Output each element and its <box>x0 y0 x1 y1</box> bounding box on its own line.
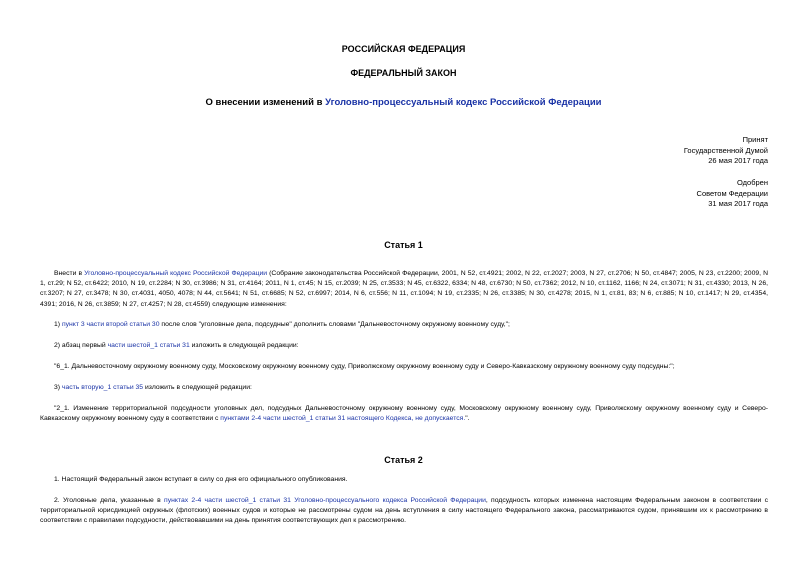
article-1-quote-2 <box>40 404 768 424</box>
item-1-text-b: после слов "уголовные дела, подсудные" дополнить словами "Дальневосточному окружному военному суду,"; <box>159 321 510 328</box>
adoption-line-2: Государственной Думой <box>683 145 768 155</box>
law-title <box>0 97 807 108</box>
item-2-text-a: 2) абзац первый <box>54 342 108 349</box>
doc-type-heading: ФЕДЕРАЛЬНЫЙ ЗАКОН <box>350 68 457 78</box>
item-3-link[interactable]: часть вторую_1 статьи 35 <box>61 384 144 391</box>
article-1-item-1 <box>40 320 768 330</box>
quote-2-text-a: "2_1. Изменение территориальной подсудности уголовных дел, подсудных Дальневосточному окружному военному суду, Московскому окружному военному суду, Приволжскому окружному военному суду и Северо-Кавказскому окружному военному суду в соответствии с <box>40 405 768 423</box>
item-3-text-b: изложить в следующей редакции: <box>143 384 252 391</box>
item-2-text-b: изложить в следующей редакции: <box>189 342 299 349</box>
art2-p2-link[interactable]: пунктах 2-4 части шестой_1 статьи 31 Уголовно-процессуального кодекса Российской Федерации <box>164 497 486 504</box>
country-heading: РОССИЙСКАЯ ФЕДЕРАЦИЯ <box>341 44 466 54</box>
quote-2-text-b: ". <box>465 415 470 423</box>
article-1-item-3 <box>40 383 768 393</box>
article-1-heading: Статья 1 <box>384 240 423 250</box>
quote-2-link[interactable]: пунктами 2-4 части шестой_1 статьи 31 настоящего Кодекса, не допускается. <box>220 415 466 423</box>
intro-code-link[interactable]: Уголовно-процессуальный кодекс Российской Федерации <box>84 270 268 277</box>
item-3-text-a: 3) <box>54 384 62 391</box>
approval-line-3: 31 мая 2017 года <box>708 199 768 208</box>
article-1-item-2 <box>40 341 768 351</box>
article-2-paragraph-1: 1. Настоящий Федеральный закон вступает в силу со дня его официального опубликования. <box>54 476 348 483</box>
article-2-heading: Статья 2 <box>384 455 423 465</box>
art2-p2-text-a: 2. Уголовные дела, указанные в <box>54 497 165 504</box>
item-2-link[interactable]: части шестой_1 статьи 31 <box>107 342 190 349</box>
article-2-paragraph-2 <box>40 496 768 527</box>
approval-block <box>697 178 768 210</box>
art2-p2-text-b: , подсудность которых изменена настоящим Федеральным законом в соответствии с территориальной юрисдикцией окружных (флотских) военных судов и которые не рассмотрены судом на день вступления в силу настоящего Федерального закона, рассматриваются судом, принявшим их к рассмотрению в соответствии с правилами подсудности, действовавшими на день принятия соответствующих дел к рассмотрению. <box>40 497 768 525</box>
intro-text-a: Внести в <box>54 270 85 277</box>
approval-line-1: Одобрен <box>737 178 768 187</box>
item-1-text-a: 1) <box>54 321 62 328</box>
article-1-intro <box>40 269 768 310</box>
adoption-line-3: 26 мая 2017 года <box>708 156 768 165</box>
law-title-prefix: О внесении изменений в <box>205 97 326 108</box>
article-1-quote-1: "6_1. Дальневосточному окружному военному суду, Московскому окружному военному суду, Приволжскому окружному военному суду и Северо-Кавказскому окружному военному суду подсудны:"; <box>54 363 675 370</box>
adoption-line-1: Принят <box>742 135 768 144</box>
adoption-block <box>684 135 768 167</box>
law-title-link[interactable]: Уголовно-процессуальный кодекс Российской Федерации <box>325 97 602 108</box>
approval-line-2: Советом Федерации <box>696 188 768 198</box>
item-1-link[interactable]: пункт 3 части второй статьи 30 <box>61 321 160 328</box>
intro-text-b: (Собрание законодательства Российской Федерации, 2001, N 52, ст.4921; 2002, N 22, ст.2027; 2003, N 27, ст.2706; N 50, ст.4847; 2005, N 23, ст.2200; 2009, N 1, ст.29; N 52, ст.6422; 2010, N 19, ст.2284; N 30, ст.3986; N 31, ст.4164; 2011, N 1, ст.45; N 15, ст.2039; N 25, ст.3533; N 45, ст.6322, 6334; N 48, ст.6730; N 50, ст.7362; 2012, N 10, ст.1162, 1166; N 24, ст.3071; N 31, ст.4330; 2013, N 26, ст.3207; N 27, ст.3478; N 30, ст.4031, 4050, 4078; N 44, ст.5641; N 51, ст.6685; N 52, ст.6997; 2014, N 6, ст.556; N 11, ст.1094; N 19, ст.2335; N 26, ст.3385; N 30, ст.4278; 2015, N 1, ст.81, 83; N 6, ст.885; N 10, ст.1417; N 29, ст.4354, 4391; 2016, N 26, ст.3859; N 27, ст.4257; N 28, ст.4559) следующие изменения: <box>40 270 769 308</box>
